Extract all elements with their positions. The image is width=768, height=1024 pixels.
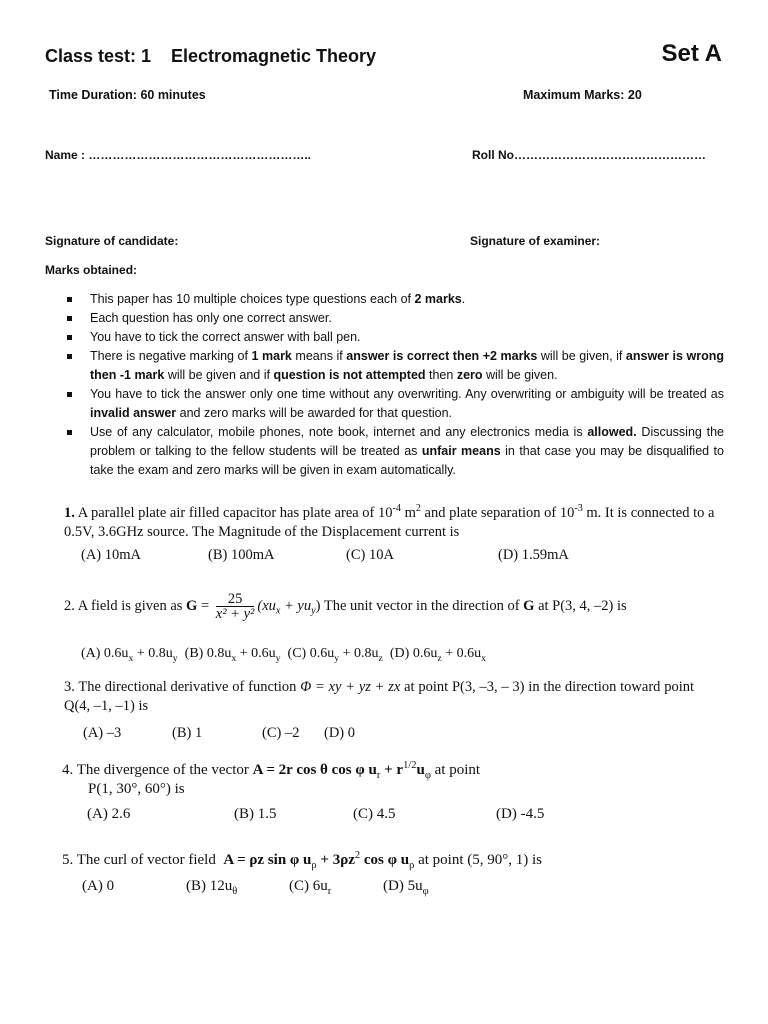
q5-option-b[interactable]: (B) $12u_\theta$ <box>186 878 238 897</box>
instruction-item: This paper has 10 multiple choices type questions each of 2 marks. <box>64 290 724 309</box>
q5-option-c[interactable]: (C) $6u_r$ <box>289 878 332 897</box>
question-1-text: 1. A parallel plate air filled capacitor has plate area of $10^{-4}$ $m^2$ and plate separation of $10^{-3}$ m. It is connected to a 0.5V, 3.6GHz source. The Magnitude of the Displacement current is <box>64 503 715 540</box>
q4-option-b[interactable]: (B) 1.5 <box>234 806 277 822</box>
q1-option-a[interactable]: (A) 10mA <box>81 547 142 563</box>
q3-option-d[interactable]: (D) 0 <box>324 725 356 741</box>
q3-option-b[interactable]: (B) 1 <box>172 725 203 741</box>
bullet-icon <box>67 335 72 340</box>
question-3-text: 3. The directional derivative of function Φ = xy + yz + zx at point P(3, –3, – 3) in the direction toward point Q(4, –1, –1) is <box>64 679 695 714</box>
subject-title: Electromagnetic Theory <box>171 46 377 66</box>
q4-option-d[interactable]: (D) -4.5 <box>496 806 545 822</box>
test-title: Class test: 1 <box>45 46 152 66</box>
instruction-item: You have to tick the correct answer with ball pen. <box>64 328 724 347</box>
instruction-item: There is negative marking of 1 mark means if answer is correct then +2 marks will be given, if answer is wrong then -1 mark will be given and if question is not attempted then zero will be given. <box>64 347 724 385</box>
signature-examiner: Signature of examiner: <box>470 234 601 248</box>
bullet-icon <box>67 354 72 359</box>
q3-option-c[interactable]: (C) –2 <box>262 725 300 741</box>
bullet-icon <box>67 392 72 397</box>
q2-option-d[interactable]: (D) $0.6u_z + 0.6u_x$ <box>389 646 486 664</box>
bullet-icon <box>67 430 72 435</box>
q2-option-c[interactable]: (C) $0.6u_y + 0.8u_z$ <box>287 646 383 664</box>
instruction-item: Each question has only one correct answer. <box>64 309 724 328</box>
time-duration: Time Duration: 60 minutes <box>49 88 206 102</box>
instructions-list <box>64 290 724 480</box>
q4-option-a[interactable]: (A) 2.6 <box>87 806 131 822</box>
name-field[interactable]: Name : ……………………………………………….. <box>45 148 312 162</box>
roll-number-field[interactable]: Roll No………………………………………… <box>472 148 706 162</box>
q1-option-b[interactable]: (B) 100mA <box>208 547 275 563</box>
question-4-text: 4. The divergence of the vector A = 2r cos θ cos φ $u_r + r^{1/2}u_\varphi$ at point <box>62 760 481 781</box>
bullet-icon <box>67 316 72 321</box>
signature-candidate: Signature of candidate: <box>45 234 179 248</box>
q5-option-a[interactable]: (A) 0 <box>82 878 115 894</box>
maximum-marks: Maximum Marks: 20 <box>523 88 642 102</box>
q1-option-c[interactable]: (C) 10A <box>346 547 394 563</box>
set-label: Set A <box>661 40 722 67</box>
instruction-item: Use of any calculator, mobile phones, note book, internet and any electronics media is allowed. Discussing the problem or talking to the fellow students will be treated as unfair means in that case you may be disqualified to take the exam and zero marks will be given in exam automatically. <box>64 423 724 480</box>
question-5-text: 5. The curl of vector field A = ρz sin φ $u_\rho + 3\rho z^2$ cos φ $u_\rho$ at point (5, 90°, 1) is <box>62 850 542 871</box>
marks-obtained: Marks obtained: <box>45 263 138 277</box>
q2-option-a[interactable]: (A) $0.6u_x + 0.8u_y$ <box>81 646 178 664</box>
q5-option-d[interactable]: (D) $5u_\varphi$ <box>383 878 429 897</box>
question-4-point: P(1, 30°, 60°) is <box>88 781 185 797</box>
q3-option-a[interactable]: (A) –3 <box>83 725 122 741</box>
q2-option-b[interactable]: (B) $0.8u_x + 0.6u_y$ <box>184 646 281 664</box>
q2-options <box>81 646 486 664</box>
question-2-text: 2. A field is given as G = $\frac{25}{\text{x² + y²}}$ $(xu_x + yu_y)$ The unit vector in the direction of G at P(3, 4, –2) is <box>64 591 627 622</box>
bullet-icon <box>67 297 72 302</box>
q4-option-c[interactable]: (C) 4.5 <box>353 806 396 822</box>
instruction-item: You have to tick the answer only one time without any overwriting. Any overwriting or ambiguity will be treated as invalid answer and zero marks will be awarded for that question. <box>64 385 724 423</box>
q1-option-d[interactable]: (D) 1.59mA <box>498 547 569 563</box>
